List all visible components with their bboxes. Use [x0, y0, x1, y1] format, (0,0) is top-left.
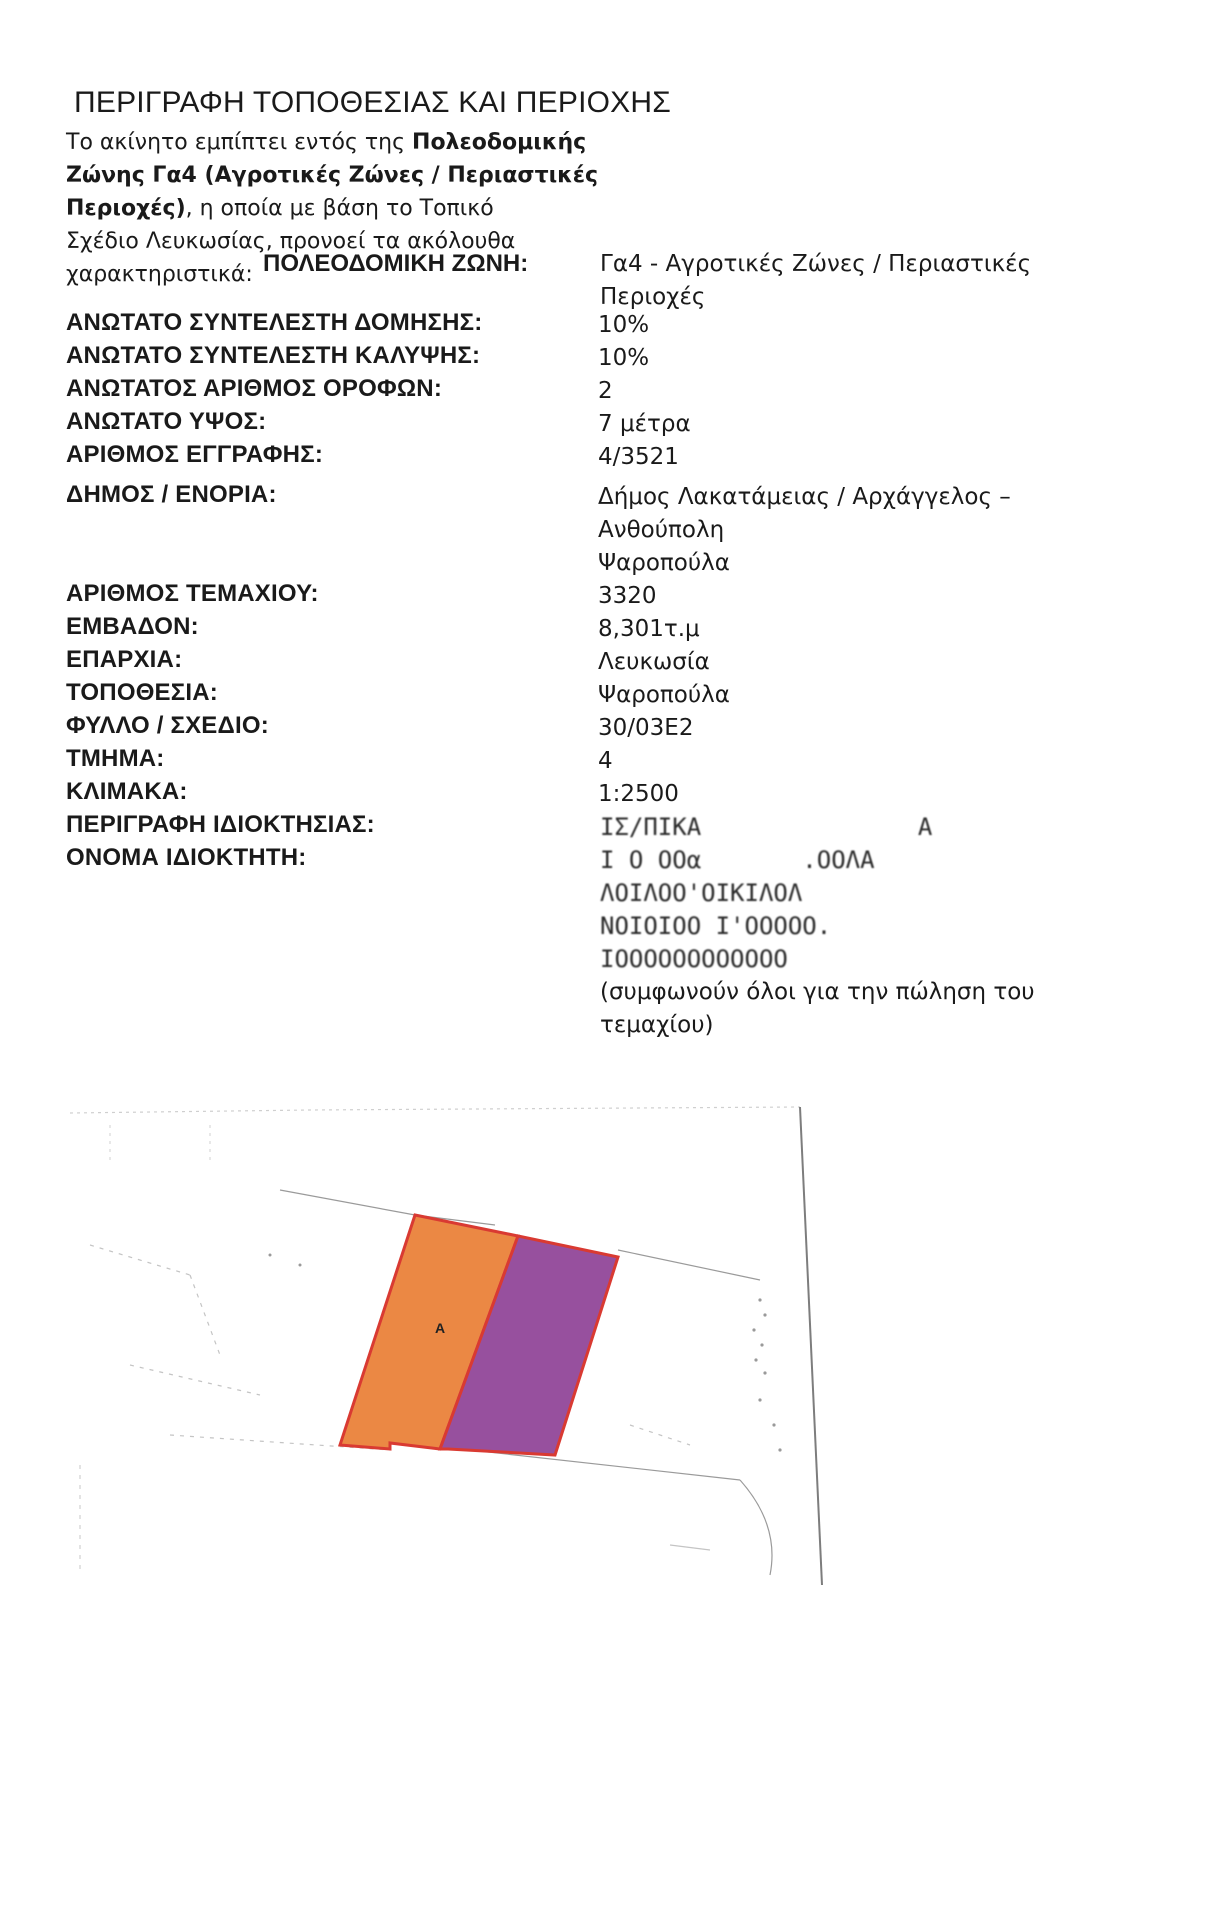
field-value-line-2: Ανθούπολη	[598, 517, 725, 543]
redacted-ownership: ΙΣ/ΠΙΚΑ A	[600, 813, 933, 841]
field-label: ΔΗΜΟΣ / ΕΝΟΡΙΑ:	[66, 481, 277, 508]
redacted-owner-name-4: ΙΟΟΟΟΟΟΟΟΟΟΟΟ	[600, 945, 788, 973]
field-value: Δήμος Λακατάμειας / Αρχάγγελος –	[598, 484, 1011, 510]
field-label: ΑΝΩΤΑΤΟ ΥΨΟΣ:	[66, 408, 267, 435]
intro-line-5: χαρακτηριστικά:	[66, 262, 253, 287]
redacted-owner-name-1: Ι Ο ΟΟα .ΟΟΛΑ	[600, 846, 875, 874]
field-value: 10%	[598, 345, 650, 371]
field-label: ΚΛΙΜΑΚΑ:	[66, 778, 188, 805]
field-value: 3320	[598, 583, 657, 609]
document-title: ΠΕΡΙΓΡΑΦΗ ΤΟΠΟΘΕΣΙΑΣ ΚΑΙ ΠΕΡΙΟΧΗΣ	[74, 86, 671, 119]
field-value: 8,301τ.μ	[598, 616, 700, 642]
field-label: ΟΝΟΜΑ ΙΔΙΟΚΤΗΤΗ:	[66, 844, 307, 871]
zone-value-line-1: Γα4 - Αγροτικές Ζώνες / Περιαστικές	[600, 251, 1032, 277]
zone-value	[600, 248, 1031, 314]
field-label: ΕΠΑΡΧΙΑ:	[66, 646, 183, 673]
field-value: 7 μέτρα	[598, 411, 691, 437]
redacted-owner-name-3: ΝΟΙΟΙΟΟ Ι'ΟΟΟΟΟ.	[600, 912, 832, 940]
field-value: 4/3521	[598, 444, 679, 470]
field-label: ΑΝΩΤΑΤΟ ΣΥΝΤΕΛΕΣΤΗ ΚΑΛΥΨΗΣ:	[66, 342, 481, 369]
zone-label: ΠΟΛΕΟΔΟΜΙΚΗ ΖΩΝΗ:	[263, 250, 529, 277]
field-label: ΑΡΙΘΜΟΣ ΤΕΜΑΧΙΟΥ:	[66, 580, 319, 607]
parcel-label: Α	[435, 1320, 446, 1336]
field-value: 2	[598, 378, 613, 404]
field-label: ΑΝΩΤΑΤΟΣ ΑΡΙΘΜΟΣ ΟΡΟΦΩΝ:	[66, 375, 443, 402]
field-label: ΤΟΠΟΘΕΣΙΑ:	[66, 679, 218, 706]
intro-line-3: Περιοχές), η οποία με βάση το Τοπικό	[66, 196, 494, 221]
field-label: ΠΕΡΙΓΡΑΦΗ ΙΔΙΟΚΤΗΣΙΑΣ:	[66, 811, 375, 838]
field-value: 1:2500	[598, 781, 679, 807]
owner-note-line-1: (συμφωνούν όλοι για την πώληση του	[600, 979, 1035, 1005]
intro-line-1: Το ακίνητο εμπίπτει εντός της Πολεοδομικής	[66, 130, 587, 155]
field-value: 4	[598, 748, 613, 774]
field-label: ΕΜΒΑΔΟΝ:	[66, 613, 199, 640]
field-value: 30/03Ε2	[598, 715, 694, 741]
intro-line-2: Ζώνης Γα4 (Αγροτικές Ζώνες / Περιαστικές	[66, 163, 599, 188]
field-label: ΦΥΛΛΟ / ΣΧΕΔΙΟ:	[66, 712, 269, 739]
zone-value-line-2: Περιοχές	[600, 284, 706, 310]
intro-line-4: Σχέδιο Λευκωσίας, προνοεί τα ακόλουθα	[66, 229, 516, 254]
field-label: ΤΜΗΜΑ:	[66, 745, 165, 772]
field-value: 10%	[598, 312, 650, 338]
field-value: Ψαροπούλα	[598, 682, 730, 708]
owner-note-line-2: τεμαχίου)	[600, 1012, 714, 1038]
redacted-owner-name-2: ΛΟΙΛΟΟ'ΟΙΚΙΛΟΛ	[600, 879, 803, 907]
field-value: Λευκωσία	[598, 649, 710, 675]
field-value-line-3: Ψαροπούλα	[598, 550, 730, 576]
field-label: ΑΡΙΘΜΟΣ ΕΓΓΡΑΦΗΣ:	[66, 441, 324, 468]
field-label: ΑΝΩΤΑΤΟ ΣΥΝΤΕΛΕΣΤΗ ΔΟΜΗΣΗΣ:	[66, 309, 483, 336]
cadastral-map	[70, 1105, 860, 1585]
